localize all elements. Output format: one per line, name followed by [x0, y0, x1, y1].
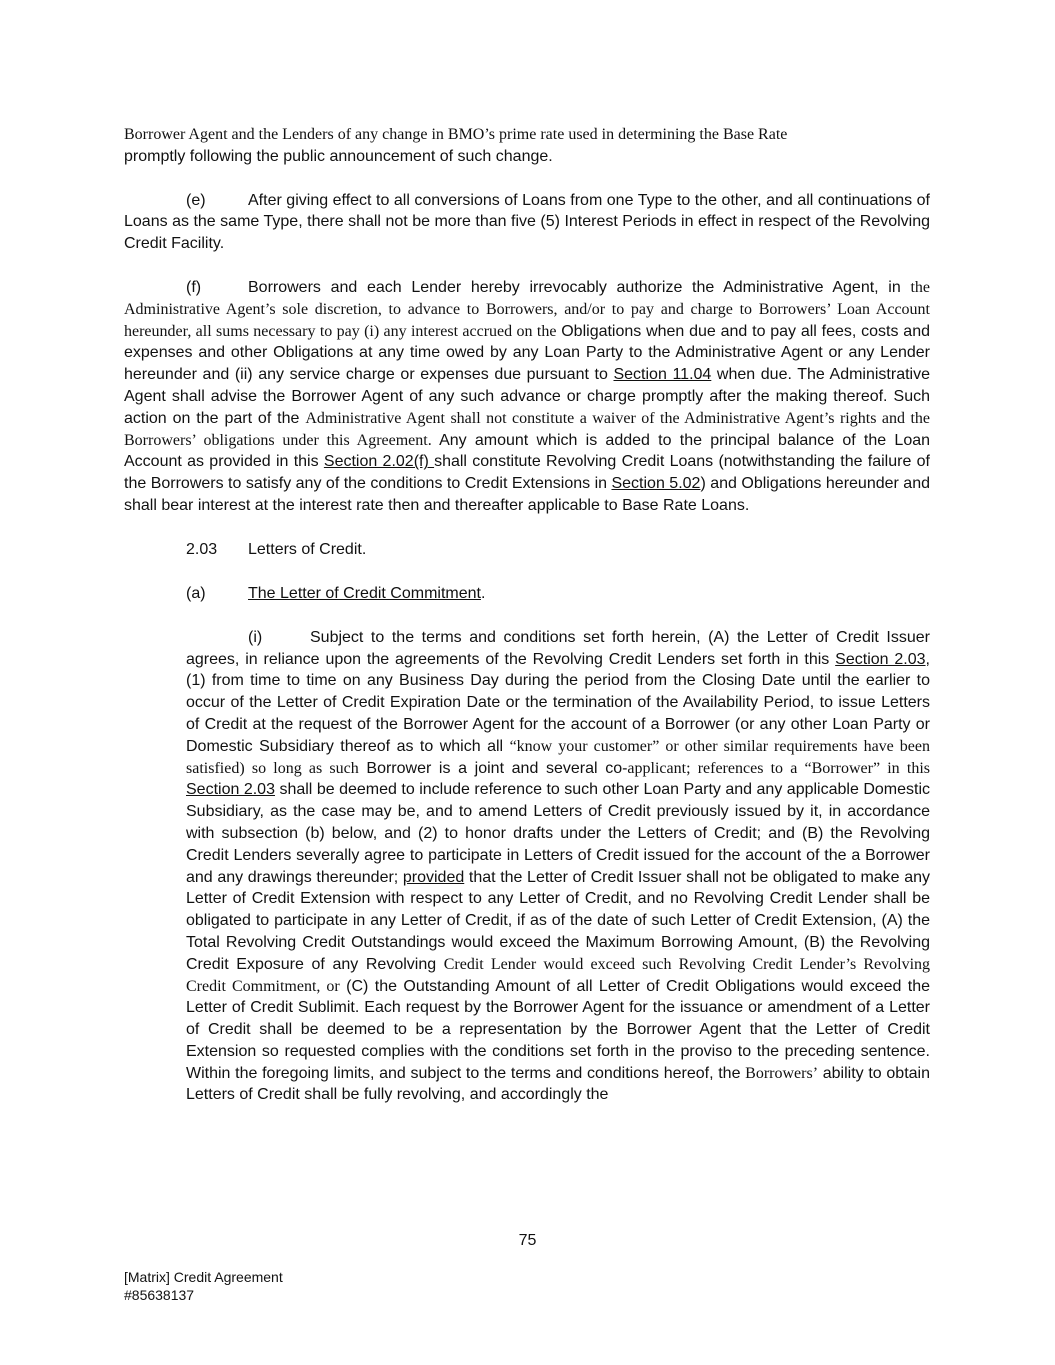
document-page	[124, 124, 930, 1106]
paragraph-f-label: (f)	[186, 278, 202, 296]
section-ref-5-02: Section 5.02	[611, 475, 701, 493]
paragraph-i-text-1: Subject to the terms and conditions set forth herein, (A) the Letter of Credit Issuer agrees, in reliance upon the agreements of the Revolving Credit Lenders set forth in this	[186, 628, 930, 668]
paragraph-i-text-4: Borrower is a joint and several co-	[366, 759, 628, 777]
paragraph-i-text-6: shall be deemed to include reference to such other Loan Party and any applicable Domestic Subsidiary, as the case may be, and to amend Letters of Credit previously issued by it, in accordance with subsection (b) below, and (2) to honor drafts under the Letters of Credit; and (B) the Revolving Credit Lenders severally agree to participate in Letters of Credit issued for the account of the a Borrower and any drawings thereunder;	[186, 781, 930, 886]
carryover-line-1: Borrower Agent and the Lenders of any change in BMO’s prime rate used in determining the Base Rate	[124, 126, 788, 143]
subsection-heading-a	[186, 583, 930, 605]
paragraph-e	[124, 190, 930, 255]
section-number: 2.03	[186, 540, 218, 558]
subsection-title: The Letter of Credit Commitment	[248, 584, 481, 602]
footer-document-id: #85638137	[124, 1287, 195, 1303]
paragraph-i-text-11: ability to obtain Letters of Credit shall be fully revolving, and accordingly the	[186, 1064, 930, 1104]
footer-document-title: [Matrix] Credit Agreement	[124, 1269, 283, 1285]
paragraph-i-label: (i)	[248, 628, 263, 646]
provided-term: provided	[402, 868, 465, 886]
paragraph-e-text: After giving effect to all conversions of Loans from one Type to the other, and all continuations of Loans as the same Type, there shall not be more than five (5) Interest Periods in effect in respect of the Revolving Credit Facility.	[124, 191, 930, 253]
section-ref-2-03-b: Section 2.03	[186, 781, 275, 799]
subsection-label: (a)	[186, 584, 206, 602]
paragraph-f-text-1: Borrowers and each Lender hereby irrevocably authorize the Administrative Agent, in	[248, 278, 901, 296]
section-ref-2-02f: Section 2.02(f)	[323, 453, 435, 471]
paragraph-f-text-5: Administrative Agent shall not constitute a waiver of the Administrative Agent’s rights and the Borrowers’ obligations under this Agreement.	[124, 409, 930, 449]
section-heading-2-03	[186, 539, 930, 561]
page-number: 75	[518, 1232, 537, 1249]
paragraph-i-text-8: Credit Lender would exceed such Revolving Credit Lender’s Revolving Credit Commitment, or	[186, 955, 931, 995]
section-ref-11-04: Section 11.04	[613, 366, 712, 384]
carryover-paragraph	[124, 124, 930, 168]
paragraph-f-text-7: shall constitute Revolving Credit Loans (notwithstanding the failure of the Borrowers to satisfy any of the conditions to Credit Extensions in	[124, 453, 930, 493]
paragraph-e-label: (e)	[186, 191, 206, 209]
paragraph-f	[124, 277, 930, 517]
section-title: Letters of Credit.	[248, 540, 367, 558]
footer	[124, 1268, 283, 1304]
paragraph-f-text-3: Obligations when due and to pay all fees, costs and expenses and other Obligations at any time owed by any Loan Party to the Administrative Agent or any Lender hereunder and (ii) any service charge or expenses due pursuant to	[124, 322, 930, 384]
paragraph-i-text-2: , (1) from time to time on any Business Day during the period from the Closing Date until the earlier to occur of the Letter of Credit Expiration Date or the termination of the Availability Period, to issue Letters of Credit at the request of the Borrower Agent for the account of a Borrower (or any other Loan Party or Domestic Subsidiary thereof as to which all	[186, 650, 930, 755]
paragraph-i-text-5: applicant; references to a “Borrower” in this	[627, 759, 930, 777]
carryover-line-2: promptly following the public announcement of such change.	[124, 147, 553, 165]
paragraph-i-text-3: “know your customer” or other similar requirements have been satisfied) so long as such	[186, 737, 930, 777]
paragraph-i-text-7: that the Letter of Credit Issuer shall not be obligated to make any Letter of Credit Extension with respect to any Letter of Credit, and no Revolving Credit Lender shall be obligated to participate in any Letter of Credit, if as of the date of such Letter of Credit Extension, (A) the Total Revolving Credit Outstandings would exceed the Maximum Borrowing Amount, (B) the Revolving Credit Exposure of any Revolving	[186, 868, 930, 973]
paragraph-i	[186, 627, 930, 1107]
paragraph-i-text-10: Borrowers’	[745, 1064, 819, 1082]
paragraph-f-text-6: Any amount which is added to the principal balance of the Loan Account as provided in this	[124, 431, 931, 471]
paragraph-i-text-9: (C) the Outstanding Amount of all Letter of Credit Obligations would exceed the Letter of Credit Sublimit. Each request by the Borrower Agent for the issuance or amendment of a Letter of Credit shall be deemed to be a representation by the Borrower Agent that the Letter of Credit Extension so requested complies with the conditions set forth in the proviso to the preceding sentence. Within the foregoing limits, and subject to the terms and conditions hereof, the	[186, 977, 931, 1082]
paragraph-f-text-2: the Administrative Agent’s sole discretion, to advance to Borrowers, and/or to pay and charge to Borrowers’ Loan Account hereunder, all sums necessary to pay (i) any interest accrued on the	[124, 278, 930, 340]
subsection-title-period: .	[480, 584, 486, 602]
section-ref-2-03-a: Section 2.03	[835, 650, 926, 668]
paragraph-f-text-4: when due. The Administrative Agent shall advise the Borrower Agent of any such advance or charge promptly after the making thereof. Such action on the part of the	[124, 366, 930, 427]
paragraph-f-text-8: ) and Obligations hereunder and shall bear interest at the interest rate then and thereafter applicable to Base Rate Loans.	[124, 475, 930, 514]
